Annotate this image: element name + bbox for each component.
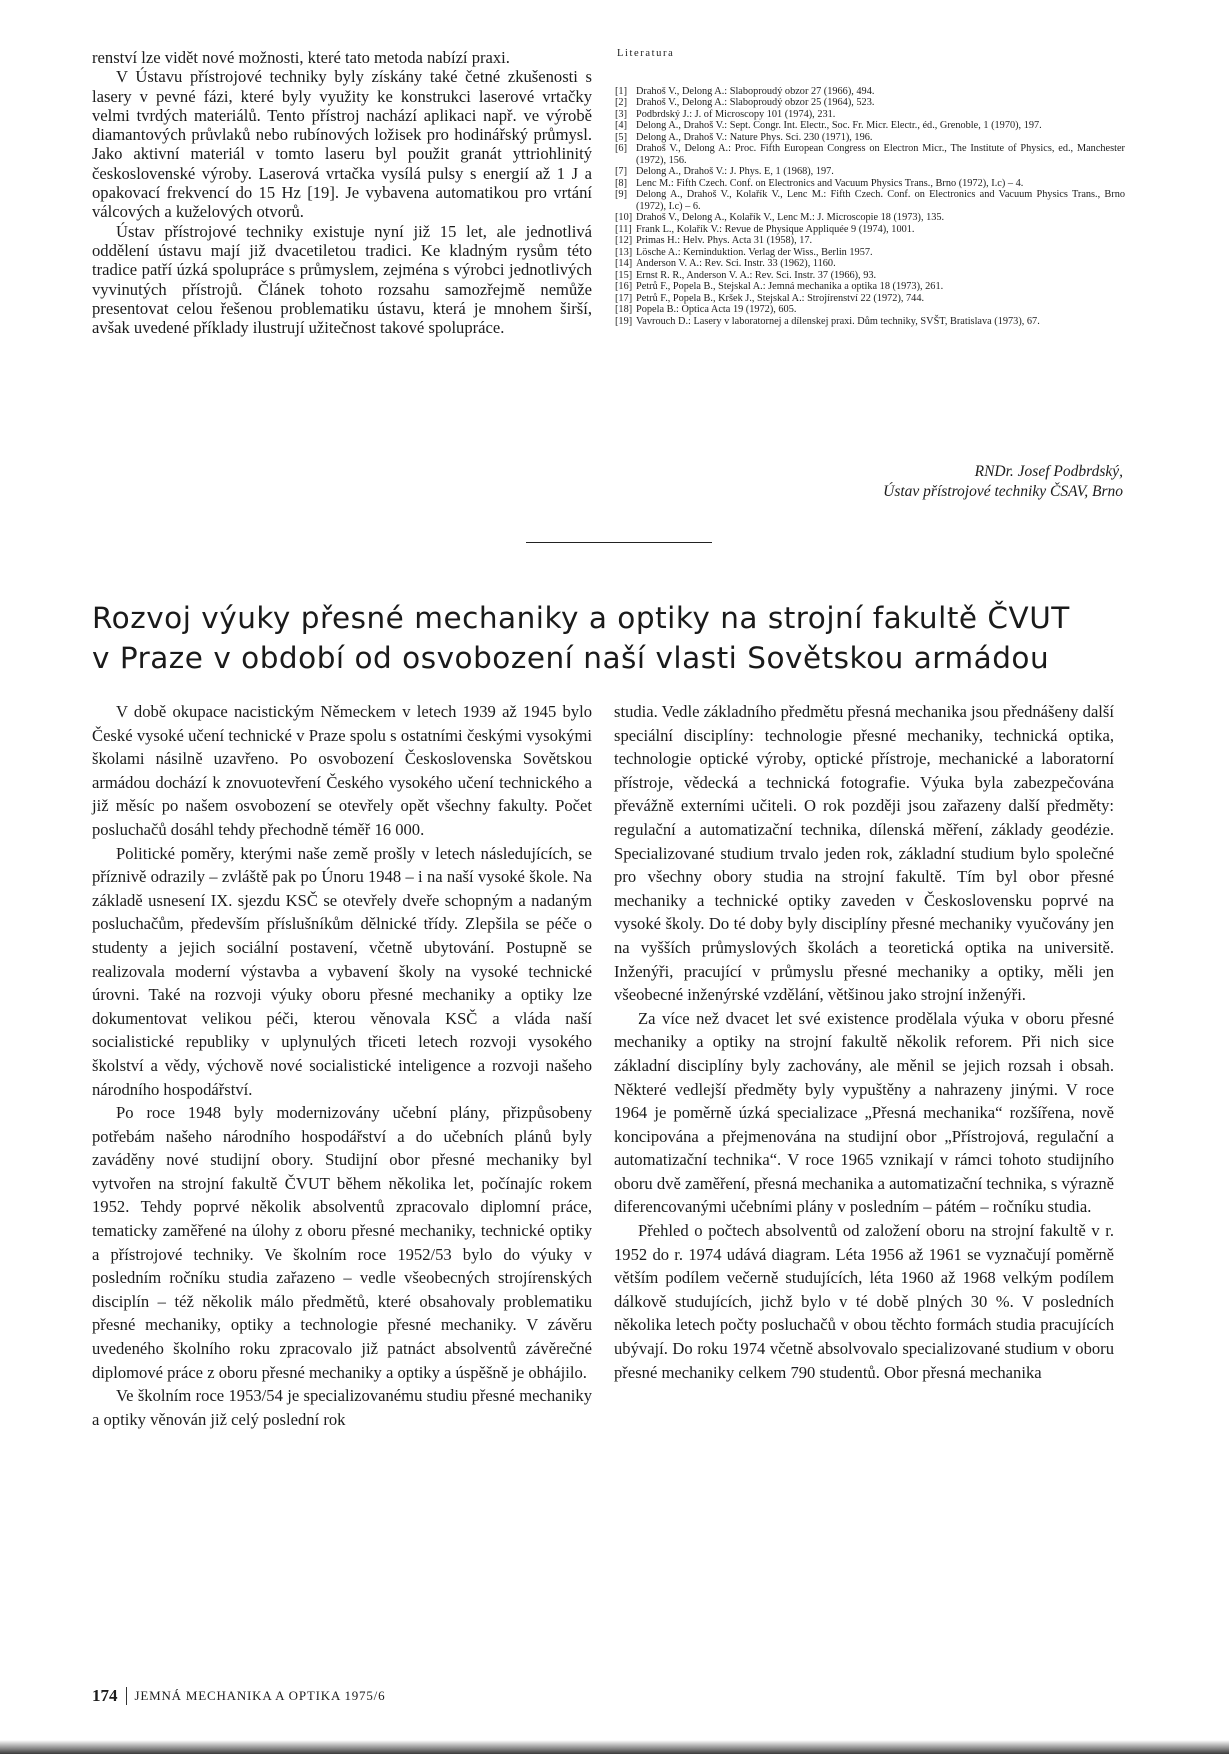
- article-title-line-2: v Praze v období od osvobození naší vlasti Sovětskou armádou: [92, 641, 1050, 675]
- reference-text: Frank L., Kolařík V.: Revue de Physique Appliquée 9 (1974), 1001.: [636, 223, 915, 235]
- reference-item: [615, 97, 1125, 109]
- reference-text: Delong A., Drahoš V.: Sept. Congr. Int. Electr., Soc. Fr. Micr. Electr., éd., Grenoble, 1 (1970), 197.: [636, 120, 1042, 131]
- reference-text: Popela B.: Optica Acta 19 (1972), 605.: [636, 304, 797, 315]
- reference-item: [615, 109, 1125, 121]
- previous-article-continuation: [92, 48, 592, 337]
- reference-text: Petrů F., Popela B., Stejskal A.: Jemná mechanika a optika 18 (1973), 261.: [636, 281, 944, 292]
- reference-text: Delong A., Drahoš V.: J. Phys. E, 1 (1968), 197.: [636, 166, 834, 177]
- reference-item: [615, 132, 1125, 144]
- journal-name: JEMNÁ MECHANIKA A OPTIKA 1975/6: [134, 1688, 386, 1703]
- article-paragraph: Po roce 1948 byly modernizovány učební plány, přizpůsobeny potřebám našeho národního hospodářství a do učebních plánů byly zaváděny nové studijní obory. Studijní obor přesné mechaniky byl vytvořen na strojní fakultě ČVUT během několika let, počínajíc rokem 1952. Tehdy poprvé několik absolventů zpracovalo diplomní práce, tematicky zaměřené na úlohy z oboru přesné mechaniky, technické optiky a přístrojové techniky. Ve školním roce 1952/53 bylo do výuky v posledním ročníku studia zařazeno – vedle všeobecných strojírenských disciplín – též několik málo předmětů, které obsahovaly problematiku přesné mechaniky, optiky a technologie přesné mechaniky. V závěru uvedeného školního roku zpracovalo již patnáct absolventů závěrečné diplomové práce z oboru přesné mechaniky a optiky a úspěšně je obhájilo.: [92, 1103, 592, 1382]
- reference-number: [11]: [615, 223, 632, 235]
- reference-item: [615, 120, 1125, 132]
- continuation-paragraph-2: V Ústavu přístrojové techniky byly získány také četné zkušenosti s lasery v pevné fázi, které byly využity ke konstrukci laserové vrtačky velmi tvrdých materiálů. Tento přístroj nachází aplikaci např. ve výrobě diamantových průvlaků nebo rubínových ložisek pro hodinářský průmysl. Jako aktivní materiál v tomto laseru byl použit granát yttriohlinitý československé výroby. Laserová vrtačka vysílá pulsy s energií až 1 J a opakovací frekvencí do 15 Hz [19]. Je vybavena automatikou pro vrtání válcových a kuželových otvorů.: [92, 67, 592, 222]
- reference-item: [615, 281, 1125, 293]
- reference-number: [13]: [615, 246, 633, 258]
- article-paragraph: V době okupace nacistickým Německem v letech 1939 až 1945 bylo České vysoké učení technické v Praze spolu s ostatními českými vysokými školami násilně uzavřeno. Po osvobození Československa Sovětskou armádou dochází k znovuotevření Českého vysokého učení technického a již měsíc po našem osvobození se otevřely opět všechny fakulty. Počet posluchačů dosáhl tehdy přechodně téměř 16 000.: [92, 702, 592, 839]
- reference-text: Podbrdský J.: J. of Microscopy 101 (1974), 231.: [636, 108, 836, 120]
- reference-number: [10]: [615, 212, 633, 223]
- reference-item: [615, 235, 1125, 247]
- reference-number: [6]: [615, 143, 628, 154]
- references-heading: Literatura: [617, 48, 675, 59]
- reference-text: Petrů F., Popela B., Kršek J., Stejskal A.: Strojírenství 22 (1972), 744.: [636, 292, 925, 304]
- reference-number: [5]: [615, 131, 628, 143]
- reference-number: [1]: [615, 85, 628, 97]
- author-name: RNDr. Josef Podbrdský,: [974, 463, 1123, 480]
- article-paragraph: Za více než dvacet let své existence prodělala výuka v oboru přesné mechaniky a optiky na strojní fakultě několik reforem. Při nich sice základní disciplíny byly zachovány, ale měnil se jejich rozsah i obsah. Některé vedlejší předměty byly vypuštěny a nahrazeny jinými. V roce 1964 je poměrně úzká specializace „Přesná mechanika“ rozšířena, nově koncipována a přejmenována na studijní obor „Přístrojová, regulační a automatizační technika“. V roce 1965 vznikají v rámci tohoto studijního oboru dvě zaměření, přesná mechanika a automatizační technika, s výrazně diferencovanými učebními plány v posledním – pátém – ročníku studia.: [614, 1008, 1114, 1217]
- article-paragraph: Přehled o počtech absolventů od založení oboru na strojní fakultě v r. 1952 do r. 1974 udává diagram. Léta 1956 až 1961 se vyznačují poměrně větším podílem večerně studujících, léta 1960 až 1968 velkým podílem dálkově studujících, jichž bylo v té době plných 30 %. V posledních několika letech počty posluchačů v obou těchto formách studia pracujících ubývají. Do roku 1974 včetně absolvovalo specializované studium v oboru přesné mechaniky celkem 790 studentů. Obor přesná mechanika: [614, 1221, 1114, 1382]
- page-number: 174: [92, 1686, 118, 1705]
- reference-number: [16]: [615, 281, 633, 292]
- author-affiliation: Ústav přístrojové techniky ČSAV, Brno: [883, 483, 1123, 500]
- reference-item: [615, 143, 1125, 166]
- footer-separator: [126, 1687, 127, 1705]
- reference-item: [615, 166, 1125, 178]
- reference-item: [615, 258, 1125, 270]
- reference-item: [615, 247, 1125, 259]
- article-paragraph: Ve školním roce 1953/54 je specializovanému studiu přesné mechaniky a optiky věnován již celý poslední rok: [92, 1386, 592, 1429]
- reference-number: [17]: [615, 292, 633, 304]
- article-column-left: [92, 700, 592, 1431]
- reference-number: [2]: [615, 97, 628, 108]
- reference-number: [19]: [615, 315, 633, 327]
- reference-number: [4]: [615, 120, 628, 131]
- reference-number: [18]: [615, 304, 633, 315]
- reference-text: Primas H.: Helv. Phys. Acta 31 (1958), 17.: [636, 235, 813, 246]
- reference-number: [12]: [615, 235, 633, 246]
- article-paragraph: studia. Vedle základního předmětu přesná mechanika jsou přednášeny další speciální disciplíny: technologie přesné mechaniky, technická optika, technologie optické výroby, optické přístroje, mechanické a laboratorní přístroje, vědecká a technická fotografie. Výuka byla zabezpečována převážně externími učiteli. O rok později jsou zařazeny další předměty: regulační a automatizační technika, dílenská měření, základy geodézie. Specializované studium trvalo jeden rok, základní studium bylo společné pro všechny obory studia na strojní fakultě. Tím byl obor přesné mechaniky a technické optiky zaveden v Československu poprvé na vysoké školy. Do té doby byly disciplíny přesné mechaniky vyučovány jen na vyšších průmyslových školách a teoretická optika na universitě. Inženýři, pracující v průmyslu přesné mechaniky a optiky, měli jen všeobecné inženýrské vzdělání, většinou jako strojní inženýři.: [614, 702, 1114, 1005]
- reference-number: [9]: [615, 189, 628, 200]
- reference-text: Vavrouch D.: Lasery v laboratornej a dílenskej praxi. Dům techniky, SVŠT, Bratislava (1973), 67.: [636, 315, 1040, 327]
- article-title: [92, 598, 1152, 678]
- continuation-paragraph-1: renství lze vidět nové možnosti, které tato metoda nabízí praxi.: [92, 48, 510, 67]
- reference-text: Ernst R. R., Anderson V. A.: Rev. Sci. Instr. 37 (1966), 93.: [636, 269, 877, 281]
- article-column-right: [614, 700, 1114, 1384]
- reference-item: [615, 212, 1125, 224]
- reference-text: Drahoš V., Delong A.: Proc. Fifth European Congress on Electron Micr., The Institute of Physics, ed., Manchester (1972), 156.: [636, 143, 1125, 166]
- reference-number: [14]: [615, 258, 633, 269]
- references-items: [615, 86, 1125, 328]
- article-title-line-1: Rozvoj výuky přesné mechaniky a optiky na strojní fakultě ČVUT: [92, 601, 1070, 635]
- reference-number: [15]: [615, 269, 633, 281]
- author-signature: [883, 462, 1123, 502]
- reference-item: [615, 86, 1125, 98]
- reference-text: Delong A., Drahoš V., Kolařík V., Lenc M.: Fifth Czech. Conf. on Electronics and Vacuum Physics Trans., Brno (1972), I.c) – 6.: [636, 189, 1125, 212]
- reference-item: [615, 178, 1125, 190]
- reference-text: Anderson V. A.: Rev. Sci. Instr. 33 (1962), 1160.: [636, 258, 836, 269]
- scan-edge: [0, 1740, 1229, 1754]
- reference-number: [3]: [615, 108, 628, 120]
- continuation-paragraph-3: Ústav přístrojové techniky existuje nyní již 15 let, ale jednotlivá oddělení ústavu mají již dvacetiletou tradici. Ke kladným rysům této tradice patří úzká spolupráce s průmyslem, zejména s výrobci jednotlivých vyvinutých přístrojů. Článek tohoto rozsahu samozřejmě nemůže presentovat celou řešenou problematiku ústavu, která je mnohem širší, avšak uvedené příklady ilustrují užitečnost takové spolupráce.: [92, 221, 592, 338]
- reference-item: [615, 224, 1125, 236]
- reference-text: Lenc M.: Fifth Czech. Conf. on Electronics and Vacuum Physics Trans., Brno (1972), I.c) – 4.: [636, 177, 1024, 189]
- reference-text: Lösche A.: Kerninduktion. Verlag der Wiss., Berlin 1957.: [636, 246, 873, 258]
- reference-item: [615, 316, 1125, 328]
- reference-item: [615, 293, 1125, 305]
- reference-item: [615, 304, 1125, 316]
- reference-text: Drahoš V., Delong A., Kolařík V., Lenc M.: J. Microscopie 18 (1973), 135.: [636, 212, 945, 223]
- reference-item: [615, 189, 1125, 212]
- reference-item: [615, 270, 1125, 282]
- reference-text: Drahoš V., Delong A.: Slaboproudý obzor 25 (1964), 523.: [636, 97, 875, 108]
- reference-text: Delong A., Drahoš V.: Nature Phys. Sci. 230 (1971), 196.: [636, 131, 873, 143]
- reference-text: Drahoš V., Delong A.: Slaboproudý obzor 27 (1966), 494.: [636, 85, 875, 97]
- reference-number: [7]: [615, 166, 628, 177]
- section-divider: [526, 542, 712, 543]
- page-footer: [92, 1686, 385, 1706]
- references-list: [615, 48, 1125, 327]
- reference-number: [8]: [615, 177, 628, 189]
- article-paragraph: Politické poměry, kterými naše země prošly v letech následujících, se příznivě odrazily – zvláště pak po Únoru 1948 – i na naší vysoké škole. Na základě usnesení IX. sjezdu KSČ se otevřely dveře schopným a nadaným posluchačům, především příslušníkům dělnické třídy. Zlepšila se péče o studenty a jejich sociální postavení, včetně ubytování. Postupně se realizovala moderní výstavba a vybavení školy na vysoké technické úrovni. Také na rozvoji výuky oboru přesné mechaniky a optiky lze dokumentovat velikou péči, kterou věnovala KSČ a vláda naší socialistické republiky v uplynulých třiceti letech rozvoji vysokého školství a vědy, výchově nové socialistické inteligence a rozvoji našeho národního hospodářství.: [92, 843, 592, 1099]
